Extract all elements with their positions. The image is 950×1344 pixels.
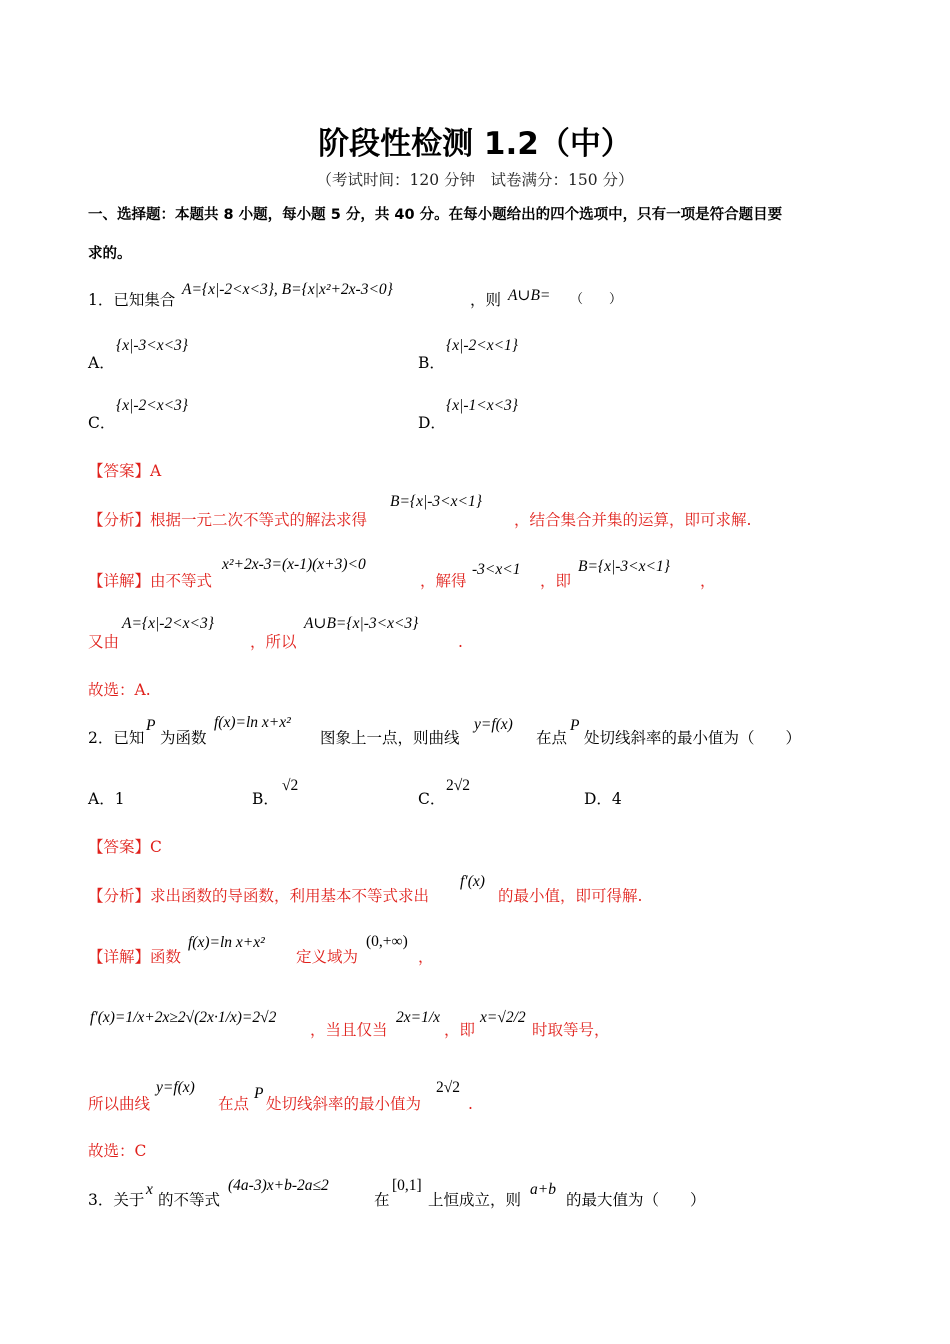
- q1-sets: A={x|-2<x<3}, B={x|x²+2x-3<0}: [182, 281, 393, 298]
- section-heading-line1: 一、选择题：本题共 8 小题，每小题 5 分，共 40 分。在每小题给出的四个选项中，只有一项是符合题目要: [88, 207, 783, 223]
- q2-y: y=f(x): [474, 716, 513, 733]
- q2-t1: 2．已知: [88, 729, 145, 747]
- q2-deriv-t1: ，当且仅当: [310, 1021, 388, 1039]
- q2-t5: 处切线斜率的最小值为（ ）: [584, 729, 802, 747]
- q1-optB: {x|-2<x<1}: [446, 337, 518, 354]
- q2-optB-label: B．: [252, 790, 279, 808]
- q1-choose: 故选：A.: [88, 681, 151, 699]
- q1-blank: （ ）: [570, 292, 623, 307]
- q1-union: A∪B=: [508, 287, 551, 304]
- q1-optD-label: D．: [418, 414, 446, 432]
- q3-t1: 3．关于: [88, 1191, 145, 1209]
- q3-t2: 的不等式: [158, 1191, 221, 1209]
- q2-so-m1: y=f(x): [156, 1079, 195, 1096]
- exam-info: （考试时间：120 分钟 试卷满分：150 分）: [316, 171, 634, 189]
- q2-so-m3: 2√2: [436, 1079, 461, 1096]
- q2-analysis-math: f′(x): [460, 873, 485, 890]
- q1-analysis-pre: 【分析】根据一元二次不等式的解法求得: [88, 511, 368, 529]
- q1-analysis-math: B={x|-3<x<1}: [390, 493, 482, 510]
- q1-again-end: .: [458, 633, 463, 651]
- q2-detail-t2: ，: [418, 948, 434, 966]
- q1-again-m2: A∪B={x|-3<x<3}: [304, 615, 419, 632]
- page-title: 阶段性检测 1.2（中）: [318, 126, 632, 162]
- q1-optC: {x|-2<x<3}: [116, 397, 188, 414]
- q2-so-pre: 所以曲线: [88, 1095, 151, 1113]
- q2-deriv-m2: x=√2/2: [480, 1009, 526, 1026]
- q2-so-m2: P: [254, 1085, 264, 1102]
- q1-detail-pre: 【详解】由不等式: [88, 572, 213, 590]
- q1-prefix: 1．已知集合: [88, 291, 176, 309]
- q2-deriv-t3: 时取等号，: [532, 1021, 610, 1039]
- q3-ab: a+b: [530, 1181, 556, 1198]
- q1-again-pre: 又由: [88, 633, 120, 651]
- q1-optD: {x|-1<x<3}: [446, 397, 518, 414]
- q2-so-t2: 处切线斜率的最小值为: [266, 1095, 422, 1113]
- q1-detail-t1: ，解得: [420, 572, 467, 590]
- q2-t4: 在点: [536, 729, 568, 747]
- q3-interval: [0,1]: [392, 1177, 422, 1194]
- q2-detail-m1: f(x)=ln x+x²: [188, 934, 265, 951]
- q1-analysis-post: ，结合集合并集的运算，即可求解.: [514, 511, 752, 529]
- q1-optB-label: B．: [418, 354, 445, 372]
- q2-f: f(x)=ln x+x²: [214, 714, 291, 731]
- q1-again-m1: A={x|-2<x<3}: [122, 615, 214, 632]
- q1-again-t1: ，所以: [250, 633, 297, 651]
- q2-so-end: .: [468, 1095, 473, 1113]
- q2-t3: 图象上一点，则曲线: [320, 729, 460, 747]
- q2-so-t1: 在点: [218, 1095, 250, 1113]
- q2-optC: 2√2: [446, 777, 471, 794]
- q1-optC-label: C．: [88, 414, 116, 432]
- q2-P: P: [146, 717, 156, 734]
- q2-deriv-t2: ，即: [444, 1021, 476, 1039]
- q1-detail-t2: ，即: [540, 572, 572, 590]
- q3-t3: 在: [374, 1191, 390, 1209]
- q1-detail-t3: ，: [700, 572, 716, 590]
- section-heading-line2: 求的。: [88, 246, 132, 262]
- q2-P2: P: [570, 717, 580, 734]
- q3-inequality: (4a-3)x+b-2a≤2: [228, 1177, 329, 1194]
- q3-t4: 上恒成立，则: [428, 1191, 522, 1209]
- q2-deriv-m1: 2x=1/x: [396, 1009, 441, 1026]
- q2-analysis-pre: 【分析】求出函数的导函数，利用基本不等式求出: [88, 887, 430, 905]
- q2-detail-pre: 【详解】函数: [88, 948, 182, 966]
- q3-x: x: [146, 1181, 153, 1198]
- q2-detail-m2: (0,+∞): [366, 933, 408, 950]
- q1-detail-m3: B={x|-3<x<1}: [578, 558, 670, 575]
- q2-t2: 为函数: [160, 729, 207, 747]
- q1-optA: {x|-3<x<3}: [116, 337, 188, 354]
- q1-detail-m1: x²+2x-3=(x-1)(x+3)<0: [222, 556, 366, 573]
- q2-detail-t1: 定义域为: [296, 948, 359, 966]
- q1-optA-label: A．: [88, 354, 115, 372]
- q2-optB: √2: [282, 777, 299, 794]
- q2-choose: 故选：C: [88, 1142, 147, 1160]
- q2-derivative: f′(x)=1/x+2x≥2√(2x·1/x)=2√2: [90, 1009, 277, 1026]
- q2-analysis-post: 的最小值，即可得解.: [498, 887, 643, 905]
- q1-answer: 【答案】A: [88, 462, 162, 480]
- q1-detail-m2: -3<x<1: [472, 561, 521, 578]
- q2-optC-label: C．: [418, 790, 446, 808]
- q2-optA: A．1: [88, 790, 125, 808]
- q2-optD: D．4: [584, 790, 622, 808]
- q2-answer: 【答案】C: [88, 838, 162, 856]
- q1-mid: ，则: [470, 291, 502, 309]
- q3-t5: 的最大值为（ ）: [566, 1191, 706, 1209]
